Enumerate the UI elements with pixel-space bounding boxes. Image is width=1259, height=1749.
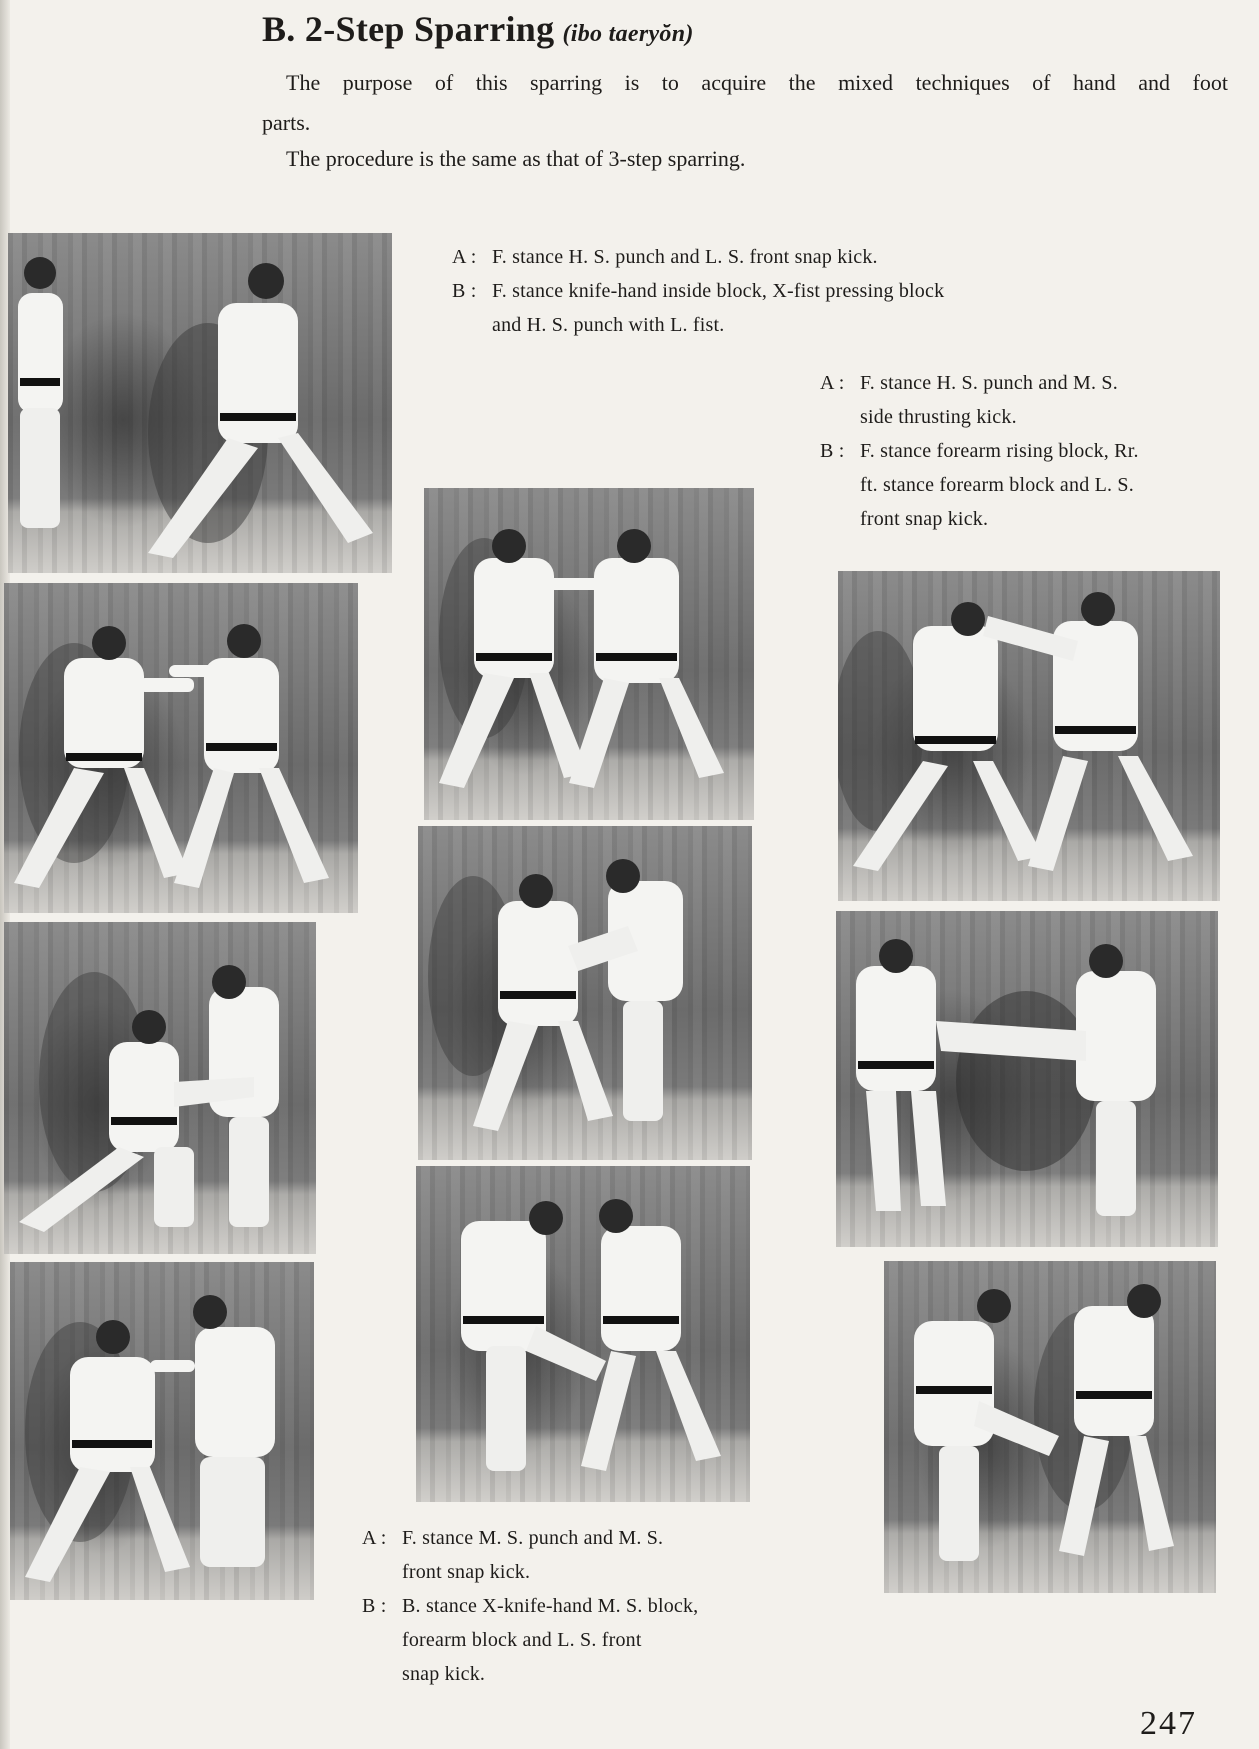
photo-right-1 <box>838 571 1220 901</box>
caption-top-middle <box>452 240 944 342</box>
caption-text: F. stance knife-hand inside block, X-fist pressing block <box>492 279 945 302</box>
caption-label-b: B : <box>362 1594 387 1617</box>
photo-left-4 <box>10 1262 314 1600</box>
caption-text: side thrusting kick. <box>860 405 1017 428</box>
page-number: 247 <box>1140 1705 1197 1742</box>
photo-left-1 <box>8 233 392 573</box>
photo-right-3 <box>884 1261 1216 1593</box>
caption-text: ft. stance forearm block and L. S. <box>860 473 1134 496</box>
caption-text: F. stance H. S. punch and M. S. <box>860 371 1118 394</box>
caption-label-a: A : <box>362 1526 387 1549</box>
intro-line-1: The purpose of this sparring is to acquire the mixed techniques of hand and foot <box>286 70 1228 95</box>
caption-text: F. stance M. S. punch and M. S. <box>402 1526 664 1549</box>
intro-line-2: parts. <box>262 110 311 135</box>
intro-line-3: The procedure is the same as that of 3-step sparring. <box>286 146 746 171</box>
caption-text: F. stance H. S. punch and L. S. front snap kick. <box>492 245 878 268</box>
photo-middle-1 <box>424 488 754 820</box>
caption-text: forearm block and L. S. front <box>402 1628 642 1651</box>
photo-left-2 <box>4 583 358 913</box>
photo-middle-2 <box>418 826 752 1160</box>
caption-label-a: A : <box>452 245 477 268</box>
caption-text: and H. S. punch with L. fist. <box>492 313 725 336</box>
caption-text: front snap kick. <box>860 507 989 530</box>
section-title-text: B. 2-Step Sparring <box>262 9 555 49</box>
section-title <box>262 8 694 50</box>
photo-right-2 <box>836 911 1218 1247</box>
caption-text: B. stance X-knife-hand M. S. block, <box>402 1594 699 1617</box>
caption-text: F. stance forearm rising block, Rr. <box>860 439 1139 462</box>
section-subtitle: (ibo taeryŏn) <box>562 21 694 47</box>
caption-label-a: A : <box>820 371 845 394</box>
caption-bottom-middle <box>362 1521 698 1691</box>
caption-label-b: B : <box>820 439 845 462</box>
caption-top-right <box>820 366 1139 536</box>
photo-left-3 <box>4 922 316 1254</box>
caption-text: snap kick. <box>402 1662 486 1685</box>
photo-middle-3 <box>416 1166 750 1502</box>
caption-text: front snap kick. <box>402 1560 531 1583</box>
caption-label-b: B : <box>452 279 477 302</box>
